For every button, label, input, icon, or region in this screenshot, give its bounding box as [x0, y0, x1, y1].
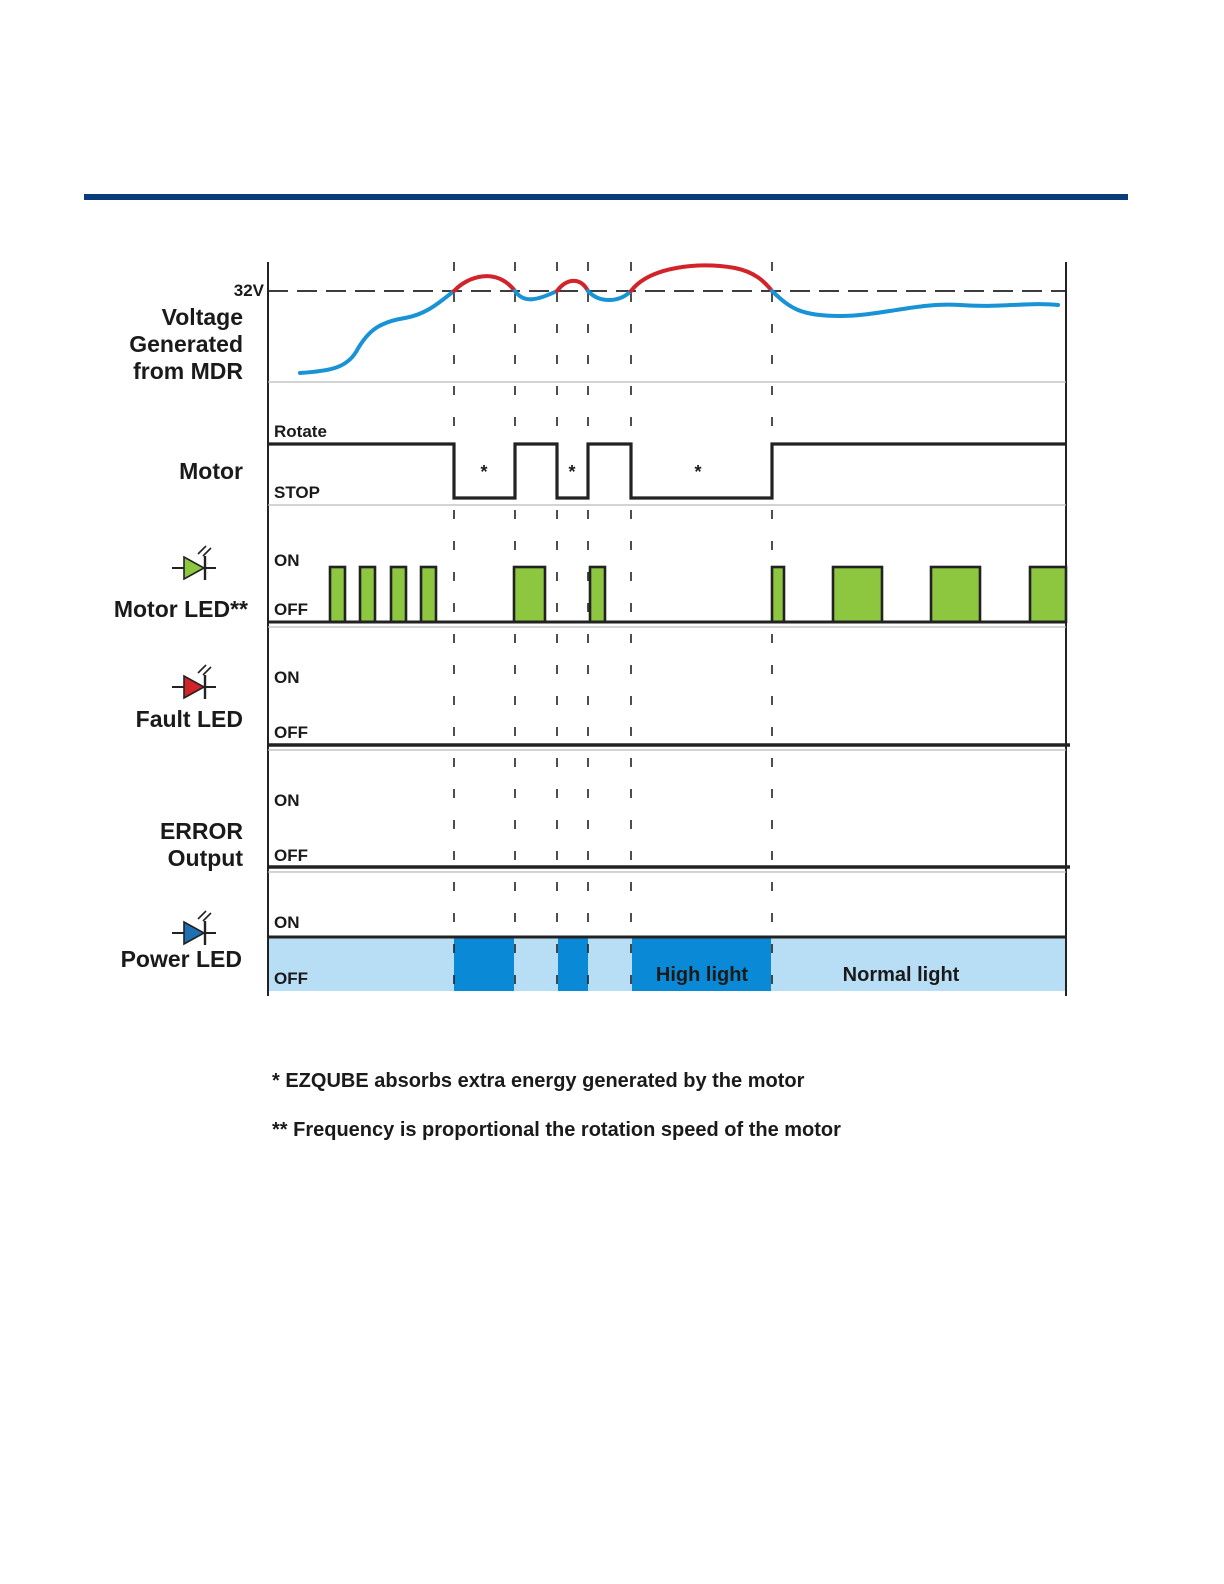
power-led-off-label: OFF	[274, 969, 308, 988]
voltage-label-line3: from MDR	[133, 358, 243, 384]
power-led-on-label: ON	[274, 913, 300, 932]
voltage-curve-over	[454, 276, 515, 291]
error-output-on-label: ON	[274, 791, 300, 810]
voltage-curve-over	[557, 281, 588, 291]
footnote-energy: * EZQUBE absorbs extra energy generated by the motor	[272, 1070, 805, 1092]
motor-led-pulse	[330, 567, 345, 622]
blue-led-icon	[172, 911, 216, 945]
motor-led-on-label: ON	[274, 551, 300, 570]
motor-led-pulses	[330, 567, 1066, 622]
motor-led-pulse	[360, 567, 375, 622]
normal-light-label: Normal light	[842, 964, 960, 986]
error-output-label-line2: Output	[167, 845, 243, 871]
power-led-high-band	[454, 937, 514, 991]
error-output-off-label: OFF	[274, 846, 308, 865]
voltage-curve-normal	[772, 291, 1058, 316]
fault-led-label: Fault LED	[135, 706, 243, 732]
motor-led-off-label: OFF	[274, 600, 308, 619]
motor-led-pulse	[1030, 567, 1066, 622]
voltage-curve-normal	[588, 291, 631, 300]
voltage-curve-normal	[300, 291, 454, 373]
motor-label: Motor	[179, 458, 243, 484]
motor-led-pulse	[421, 567, 436, 622]
fault-led-on-label: ON	[274, 668, 300, 687]
fault-led-off-label: OFF	[274, 723, 308, 742]
stop-marker: *	[694, 462, 702, 482]
power-led-label: Power LED	[120, 946, 242, 972]
power-led-high-band	[558, 937, 588, 991]
red-led-icon	[172, 665, 216, 699]
voltage-label-line2: Generated	[129, 331, 243, 357]
motor-led-label: Motor LED**	[113, 596, 248, 622]
motor-led-pulse	[590, 567, 605, 622]
footnote-frequency: ** Frequency is proportional the rotation speed of the motor	[272, 1119, 841, 1141]
green-led-icon	[172, 546, 216, 580]
stop-marker: *	[568, 462, 576, 482]
motor-rotate-label: Rotate	[274, 422, 327, 441]
motor-led-pulse	[772, 567, 784, 622]
high-light-label: High light	[655, 964, 749, 986]
motor-stop-label: STOP	[274, 483, 320, 502]
event-markers	[454, 262, 772, 1002]
voltage-label-line1: Voltage	[161, 304, 243, 330]
voltage-curve-normal	[515, 291, 557, 299]
motor-led-pulse	[391, 567, 406, 622]
threshold-label: 32V	[233, 281, 264, 300]
motor-led-pulse	[514, 567, 545, 622]
motor-led-pulse	[931, 567, 980, 622]
error-output-label-line1: ERROR	[159, 818, 243, 844]
stop-marker: *	[480, 462, 488, 482]
motor-led-pulse	[833, 567, 882, 622]
motor-waveform	[268, 444, 1066, 498]
voltage-curve-over	[631, 266, 772, 291]
